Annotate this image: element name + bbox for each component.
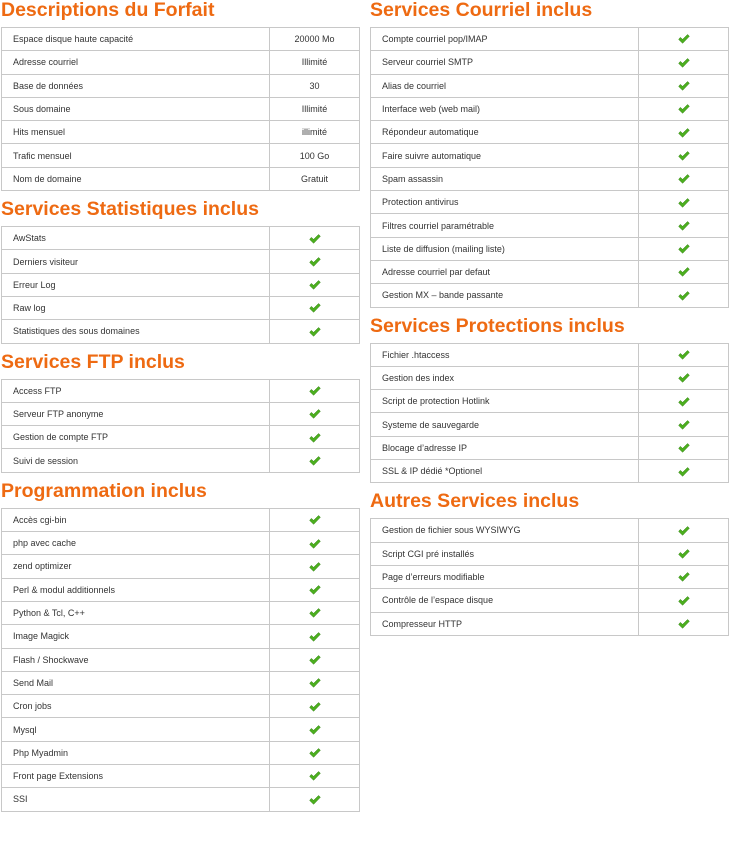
services-protections-inclus-table: [370, 343, 729, 484]
table-row: [2, 741, 360, 764]
table-row: [2, 718, 360, 741]
feature-included: [639, 284, 729, 307]
table-row: [2, 555, 360, 578]
feature-included: [270, 250, 360, 273]
feature-included: [639, 191, 729, 214]
programmation-inclus-table: [1, 508, 360, 812]
check-icon: [678, 198, 690, 208]
feature-included: [639, 436, 729, 459]
feature-label: Script de protection Hotlink: [371, 390, 639, 413]
feature-label: Access FTP: [2, 379, 270, 402]
check-icon: [678, 549, 690, 559]
table-row: [371, 565, 729, 588]
feature-label: Blocage d’adresse IP: [371, 436, 639, 459]
table-row: [2, 671, 360, 694]
check-icon: [678, 291, 690, 301]
feature-included: [639, 97, 729, 120]
check-icon: [678, 267, 690, 277]
table-row: [371, 460, 729, 483]
table-row: [371, 167, 729, 190]
check-icon: [678, 443, 690, 453]
check-icon: [309, 280, 321, 290]
feature-label: Espace disque haute capacité: [2, 28, 270, 51]
table-row: [371, 366, 729, 389]
feature-label: Gestion de compte FTP: [2, 426, 270, 449]
feature-label: Perl & modul additionnels: [2, 578, 270, 601]
feature-label: Suivi de session: [2, 449, 270, 472]
services-protections-inclus-title: Services Protections inclus: [370, 314, 625, 337]
feature-included: [270, 741, 360, 764]
table-row: [2, 788, 360, 811]
feature-included: [270, 320, 360, 343]
feature-included: [270, 426, 360, 449]
check-icon: [309, 632, 321, 642]
feature-label: Statistiques des sous domaines: [2, 320, 270, 343]
feature-label: SSL & IP dédié *Optionel: [371, 460, 639, 483]
table-row: [2, 449, 360, 472]
table-row: [371, 612, 729, 635]
feature-included: [639, 343, 729, 366]
table-row: [2, 296, 360, 319]
feature-included: [639, 74, 729, 97]
table-row: [371, 436, 729, 459]
feature-included: [639, 28, 729, 51]
check-icon: [309, 655, 321, 665]
feature-included: [270, 555, 360, 578]
table-row: [2, 402, 360, 425]
table-row: [371, 260, 729, 283]
feature-included: [639, 144, 729, 167]
check-icon: [309, 702, 321, 712]
right-column: [370, 0, 729, 644]
autres-services-inclus-table: [370, 518, 729, 635]
feature-label: Mysql: [2, 718, 270, 741]
services-ftp-inclus-table: [1, 379, 360, 473]
table-row: [2, 379, 360, 402]
table-row: [371, 121, 729, 144]
feature-label: Raw log: [2, 296, 270, 319]
table-row: [371, 519, 729, 542]
feature-included: [270, 508, 360, 531]
feature-included: [270, 601, 360, 624]
feature-included: [639, 237, 729, 260]
table-row: [2, 144, 360, 167]
check-icon: [678, 572, 690, 582]
feature-included: [270, 296, 360, 319]
feature-included: [639, 542, 729, 565]
table-row: [371, 97, 729, 120]
feature-included: [639, 413, 729, 436]
feature-label: Script CGI pré installés: [371, 542, 639, 565]
table-row: [371, 191, 729, 214]
feature-included: [639, 565, 729, 588]
check-icon: [309, 678, 321, 688]
services-courriel-inclus-table: [370, 27, 729, 308]
table-row: [371, 237, 729, 260]
feature-value: Illimité: [270, 97, 360, 120]
feature-included: [639, 214, 729, 237]
feature-value: Gratuit: [270, 167, 360, 190]
table-row: [371, 390, 729, 413]
feature-label: Adresse courriel par defaut: [371, 260, 639, 283]
check-icon: [309, 257, 321, 267]
table-row: [2, 74, 360, 97]
table-row: [2, 28, 360, 51]
feature-included: [639, 612, 729, 635]
table-row: [2, 121, 360, 144]
feature-label: Serveur FTP anonyme: [2, 402, 270, 425]
table-row: [2, 273, 360, 296]
check-icon: [309, 795, 321, 805]
check-icon: [678, 244, 690, 254]
check-icon: [309, 456, 321, 466]
feature-label: Front page Extensions: [2, 765, 270, 788]
feature-label: Fichier .htaccess: [371, 343, 639, 366]
feature-label: Adresse courriel: [2, 51, 270, 74]
check-icon: [309, 386, 321, 396]
feature-included: [270, 625, 360, 648]
table-row: [2, 601, 360, 624]
feature-label: Php Myadmin: [2, 741, 270, 764]
descriptions-du-forfait-title: Descriptions du Forfait: [1, 0, 215, 21]
feature-included: [270, 402, 360, 425]
feature-label: Image Magick: [2, 625, 270, 648]
feature-included: [270, 788, 360, 811]
check-icon: [678, 596, 690, 606]
table-row: [2, 167, 360, 190]
table-row: [2, 625, 360, 648]
check-icon: [678, 104, 690, 114]
left-column: [1, 0, 360, 820]
table-row: [2, 765, 360, 788]
feature-label: Accès cgi-bin: [2, 508, 270, 531]
feature-label: Send Mail: [2, 671, 270, 694]
autres-services-inclus-title: Autres Services inclus: [370, 490, 580, 513]
services-ftp-inclus-title: Services FTP inclus: [1, 350, 185, 373]
feature-included: [639, 51, 729, 74]
feature-label: Gestion MX – bande passante: [371, 284, 639, 307]
feature-label: Serveur courriel SMTP: [371, 51, 639, 74]
feature-included: [639, 460, 729, 483]
table-row: [371, 589, 729, 612]
feature-label: Derniers visiteur: [2, 250, 270, 273]
feature-included: [639, 589, 729, 612]
check-icon: [678, 467, 690, 477]
feature-label: Hits mensuel: [2, 121, 270, 144]
programmation-inclus-title: Programmation inclus: [1, 479, 207, 502]
feature-included: [639, 121, 729, 144]
check-icon: [309, 409, 321, 419]
table-row: [2, 51, 360, 74]
check-icon: [678, 526, 690, 536]
feature-label: Gestion des index: [371, 366, 639, 389]
check-icon: [309, 725, 321, 735]
feature-included: [270, 695, 360, 718]
feature-label: Spam assassin: [371, 167, 639, 190]
feature-value: 100 Go: [270, 144, 360, 167]
feature-included: [270, 379, 360, 402]
check-icon: [309, 515, 321, 525]
services-statistiques-inclus-table: [1, 226, 360, 343]
feature-included: [639, 260, 729, 283]
feature-label: Compte courriel pop/IMAP: [371, 28, 639, 51]
check-icon: [678, 619, 690, 629]
table-row: [2, 320, 360, 343]
feature-label: Page d’erreurs modifiable: [371, 565, 639, 588]
feature-label: Trafic mensuel: [2, 144, 270, 167]
table-row: [2, 250, 360, 273]
feature-label: Interface web (web mail): [371, 97, 639, 120]
check-icon: [678, 128, 690, 138]
check-icon: [309, 585, 321, 595]
feature-label: Sous domaine: [2, 97, 270, 120]
check-icon: [678, 81, 690, 91]
check-icon: [678, 221, 690, 231]
feature-included: [270, 273, 360, 296]
table-row: [2, 508, 360, 531]
feature-value: 20000 Mo: [270, 28, 360, 51]
table-row: [371, 144, 729, 167]
table-row: [371, 284, 729, 307]
feature-label: Systeme de sauvegarde: [371, 413, 639, 436]
feature-label: Python & Tcl, C++: [2, 601, 270, 624]
table-row: [371, 28, 729, 51]
feature-value: Illimité: [270, 51, 360, 74]
check-icon: [678, 420, 690, 430]
feature-value: illimité: [270, 121, 360, 144]
feature-included: [270, 718, 360, 741]
table-row: [2, 426, 360, 449]
feature-label: Liste de diffusion (mailing liste): [371, 237, 639, 260]
feature-label: Faire suivre automatique: [371, 144, 639, 167]
feature-included: [270, 671, 360, 694]
feature-label: Contrôle de l’espace disque: [371, 589, 639, 612]
table-row: [371, 214, 729, 237]
feature-included: [270, 227, 360, 250]
check-icon: [678, 34, 690, 44]
table-row: [2, 97, 360, 120]
feature-included: [639, 519, 729, 542]
feature-label: Base de données: [2, 74, 270, 97]
feature-label: zend optimizer: [2, 555, 270, 578]
check-icon: [678, 174, 690, 184]
check-icon: [678, 151, 690, 161]
feature-label: AwStats: [2, 227, 270, 250]
feature-label: SSI: [2, 788, 270, 811]
table-row: [2, 578, 360, 601]
feature-included: [270, 648, 360, 671]
feature-label: php avec cache: [2, 532, 270, 555]
feature-label: Erreur Log: [2, 273, 270, 296]
feature-included: [639, 167, 729, 190]
table-row: [2, 532, 360, 555]
table-row: [371, 51, 729, 74]
check-icon: [309, 771, 321, 781]
table-row: [2, 648, 360, 671]
table-row: [2, 227, 360, 250]
table-row: [371, 74, 729, 97]
feature-label: Cron jobs: [2, 695, 270, 718]
feature-included: [639, 390, 729, 413]
check-icon: [309, 234, 321, 244]
check-icon: [309, 303, 321, 313]
table-row: [371, 343, 729, 366]
table-row: [371, 413, 729, 436]
feature-included: [270, 449, 360, 472]
check-icon: [678, 350, 690, 360]
feature-included: [270, 765, 360, 788]
feature-included: [270, 532, 360, 555]
descriptions-du-forfait-table: [1, 27, 360, 191]
feature-label: Alias de courriel: [371, 74, 639, 97]
feature-label: Compresseur HTTP: [371, 612, 639, 635]
feature-included: [270, 578, 360, 601]
table-row: [2, 695, 360, 718]
feature-label: Flash / Shockwave: [2, 648, 270, 671]
services-statistiques-inclus-title: Services Statistiques inclus: [1, 198, 259, 221]
check-icon: [678, 397, 690, 407]
check-icon: [678, 373, 690, 383]
feature-label: Répondeur automatique: [371, 121, 639, 144]
check-icon: [309, 433, 321, 443]
feature-value: 30: [270, 74, 360, 97]
check-icon: [309, 748, 321, 758]
feature-label: Nom de domaine: [2, 167, 270, 190]
check-icon: [309, 562, 321, 572]
services-courriel-inclus-title: Services Courriel inclus: [370, 0, 593, 21]
feature-included: [639, 366, 729, 389]
feature-label: Filtres courriel paramétrable: [371, 214, 639, 237]
check-icon: [678, 58, 690, 68]
table-row: [371, 542, 729, 565]
check-icon: [309, 608, 321, 618]
feature-label: Protection antivirus: [371, 191, 639, 214]
check-icon: [309, 539, 321, 549]
check-icon: [309, 327, 321, 337]
feature-label: Gestion de fichier sous WYSIWYG: [371, 519, 639, 542]
